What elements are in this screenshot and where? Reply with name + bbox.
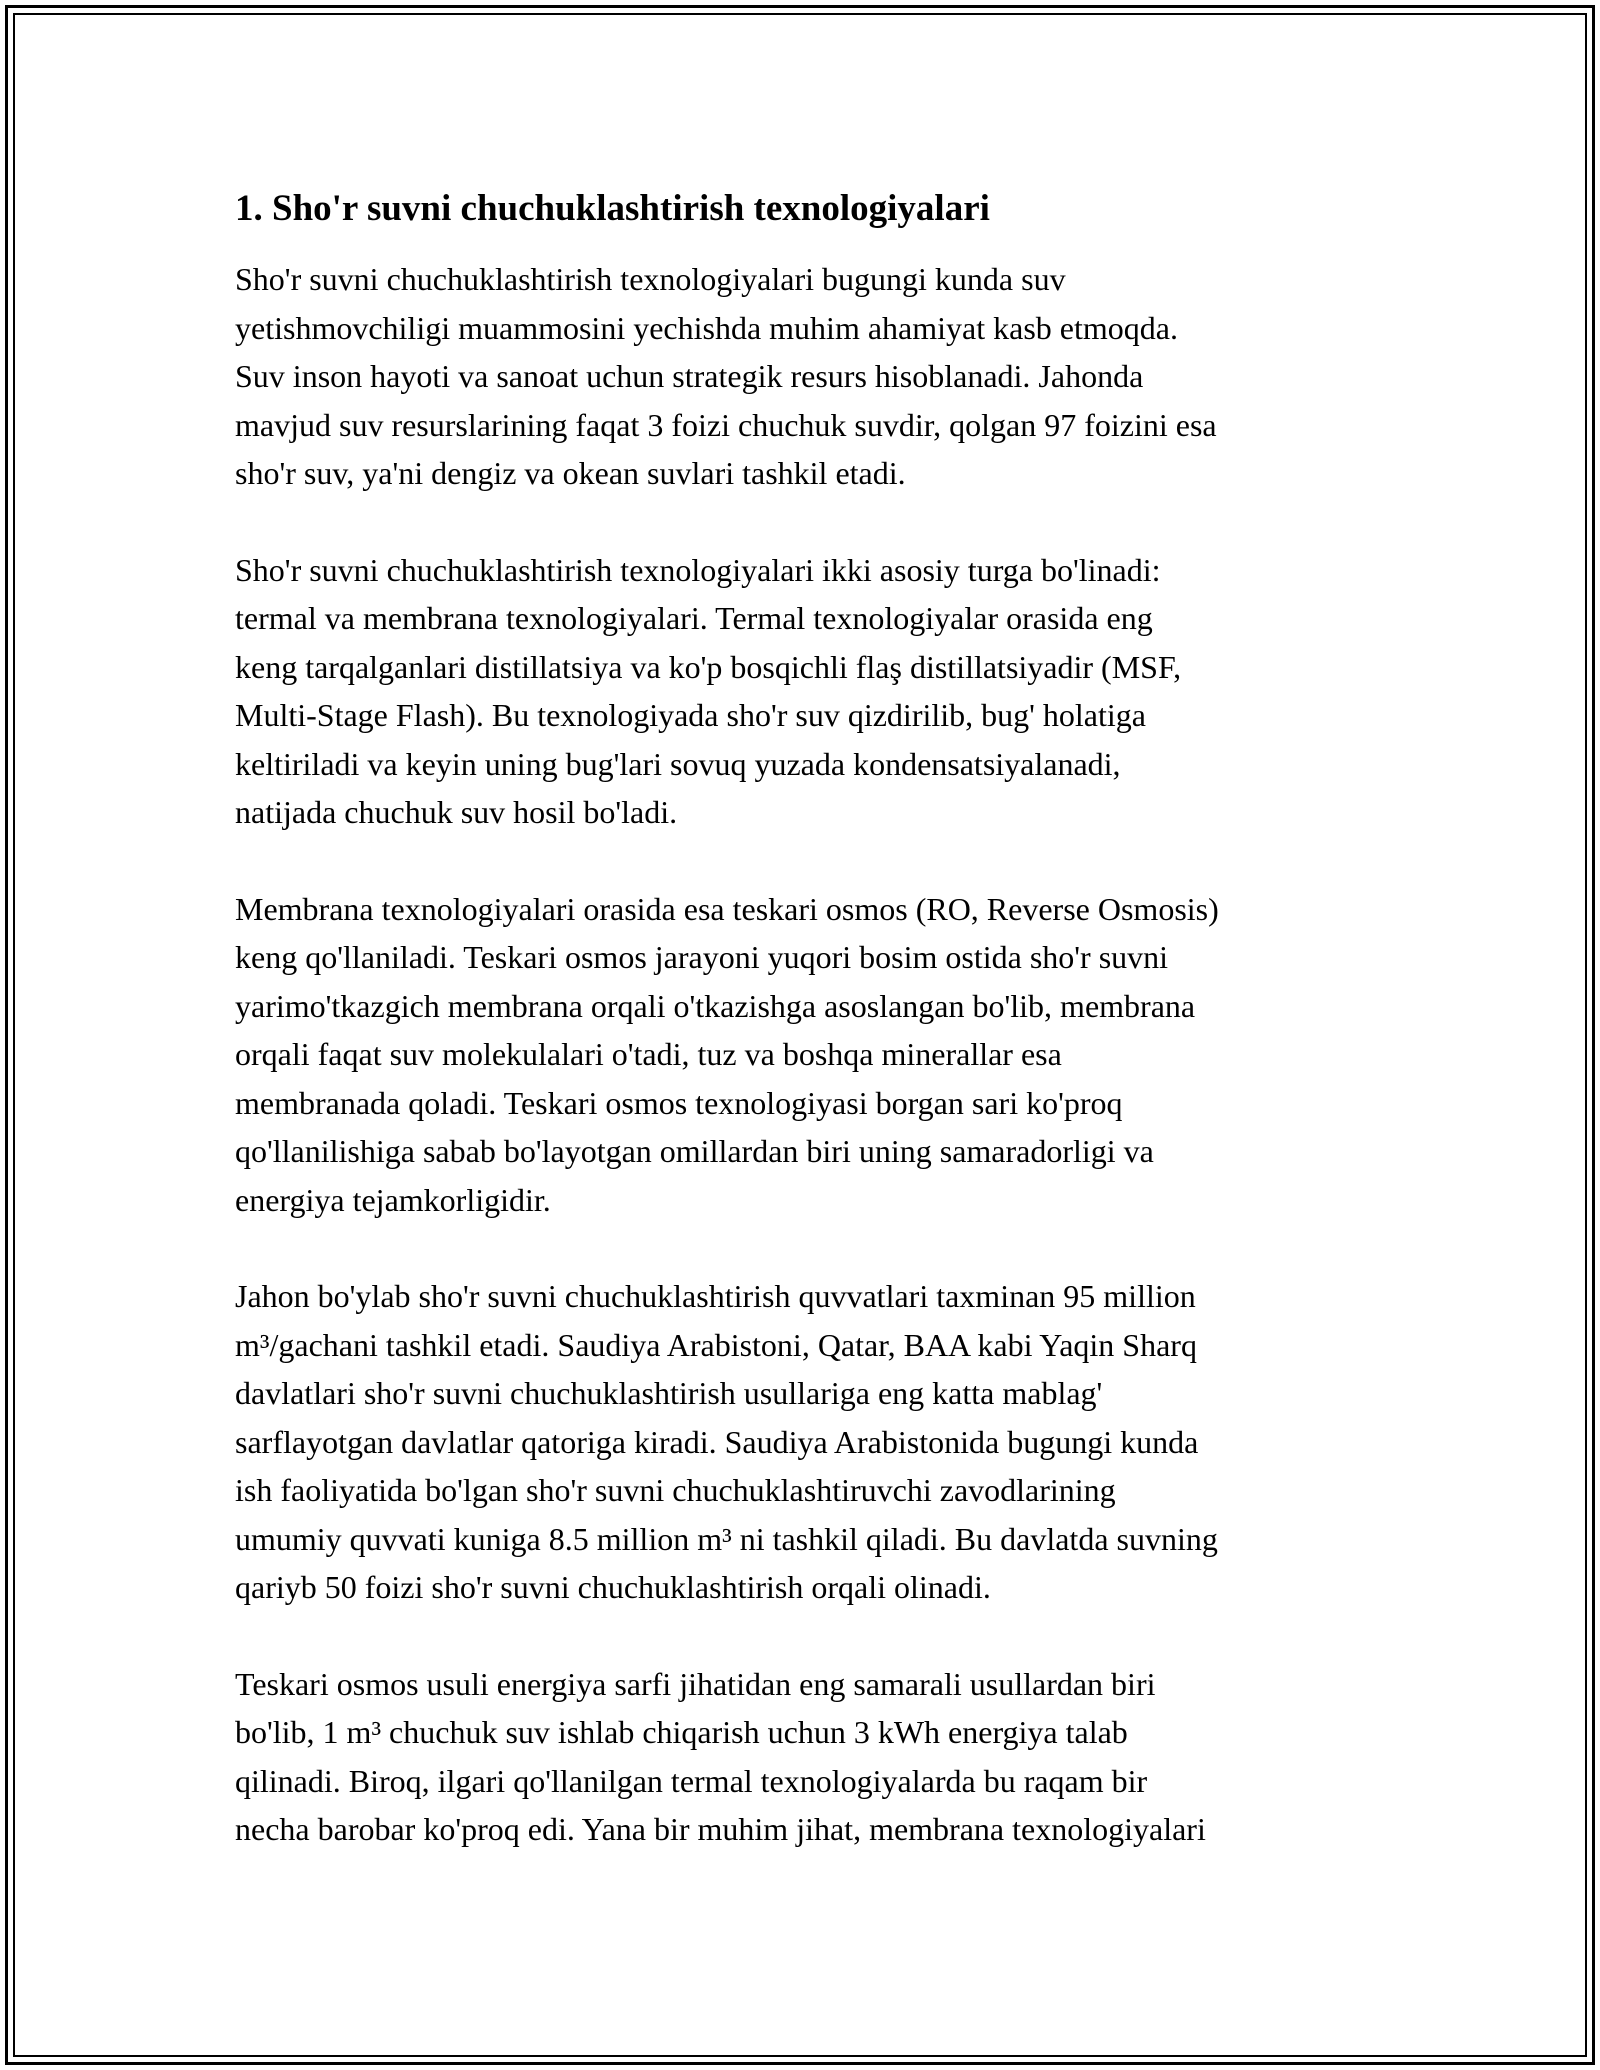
paragraph-3: Membrana texnologiyalari orasida esa teskari osmos (RO, Reverse Osmosis) keng qo'llaniladi. Teskari osmos jarayoni yuqori bosim ostida sho'r suvni yarimo'tkazgich membrana orqali o'tkazishga asoslangan bo'lib, membrana orqali faqat suv molekulalari o'tadi, tuz va boshqa minerallar esa membranada qoladi. Teskari osmos texnologiyasi borgan sari ko'proq qo'llanilishiga sabab bo'layotgan omillardan biri uning samaradorligi va energiya tejamkorligidir. [235,890,1219,1218]
paragraph-1: Sho'r suvni chuchuklashtirish texnologiyalari bugungi kunda suv yetishmovchiligi muammosini yechishda muhim ahamiyat kasb etmoqda. Suv inson hayoti va sanoat uchun strategik resurs hisoblanadi. Jahonda mavjud suv resurslarining faqat 3 foizi chuchuk suvdir, qolgan 97 foizini esa sho'r suv, ya'ni dengiz va okean suvlari tashkil etadi. [235,261,1217,491]
paragraph-2: Sho'r suvni chuchuklashtirish texnologiyalari ikki asosiy turga bo'linadi: termal va membrana texnologiyalari. Termal texnologiyalar orasida eng keng tarqalganlari distillatsiya va ko'p bosqichli flaş distillatsiyadir (MSF, Multi-Stage Flash). Bu texnologiyada sho'r suv qizdirilib, bug' holatiga keltiriladi va keyin uning bug'lari sovuq yuzada kondensatsiyalanadi, natijada chuchuk suv hosil bo'ladi. [235,551,1182,830]
paragraph-4: Jahon bo'ylab sho'r suvni chuchuklashtirish quvvatlari taxminan 95 million m³/gachani tashkil etadi. Saudiya Arabistoni, Qatar, BAA kabi Yaqin Sharq davlatlari sho'r suvni chuchuklashtirish usullariga eng katta mablag' sarflayotgan davlatlar qatoriga kiradi. Saudiya Arabistonida bugungi kunda ish faoliyatida bo'lgan sho'r suvni chuchuklashtiruvchi zavodlarining umumiy quvvati kuniga 8.5 million m³ ni tashkil qiladi. Bu davlatda suvning qariyb 50 foizi sho'r suvni chuchuklashtirish orqali olinadi. [235,1278,1218,1605]
section-title: 1. Sho'r suvni chuchuklashtirish texnologiyalari [235,188,990,229]
document-body [235,185,1365,1902]
paragraph-5: Teskari osmos usuli energiya sarfi jihatidan eng samarali usullardan biri bo'lib, 1 m³ chuchuk suv ishlab chiqarish uchun 3 kWh energiya talab qilinadi. Biroq, ilgari qo'llanilgan termal texnologiyalarda bu raqam bir necha barobar ko'proq edi. Yana bir muhim jihat, membrana texnologiyalari [235,1665,1206,1847]
